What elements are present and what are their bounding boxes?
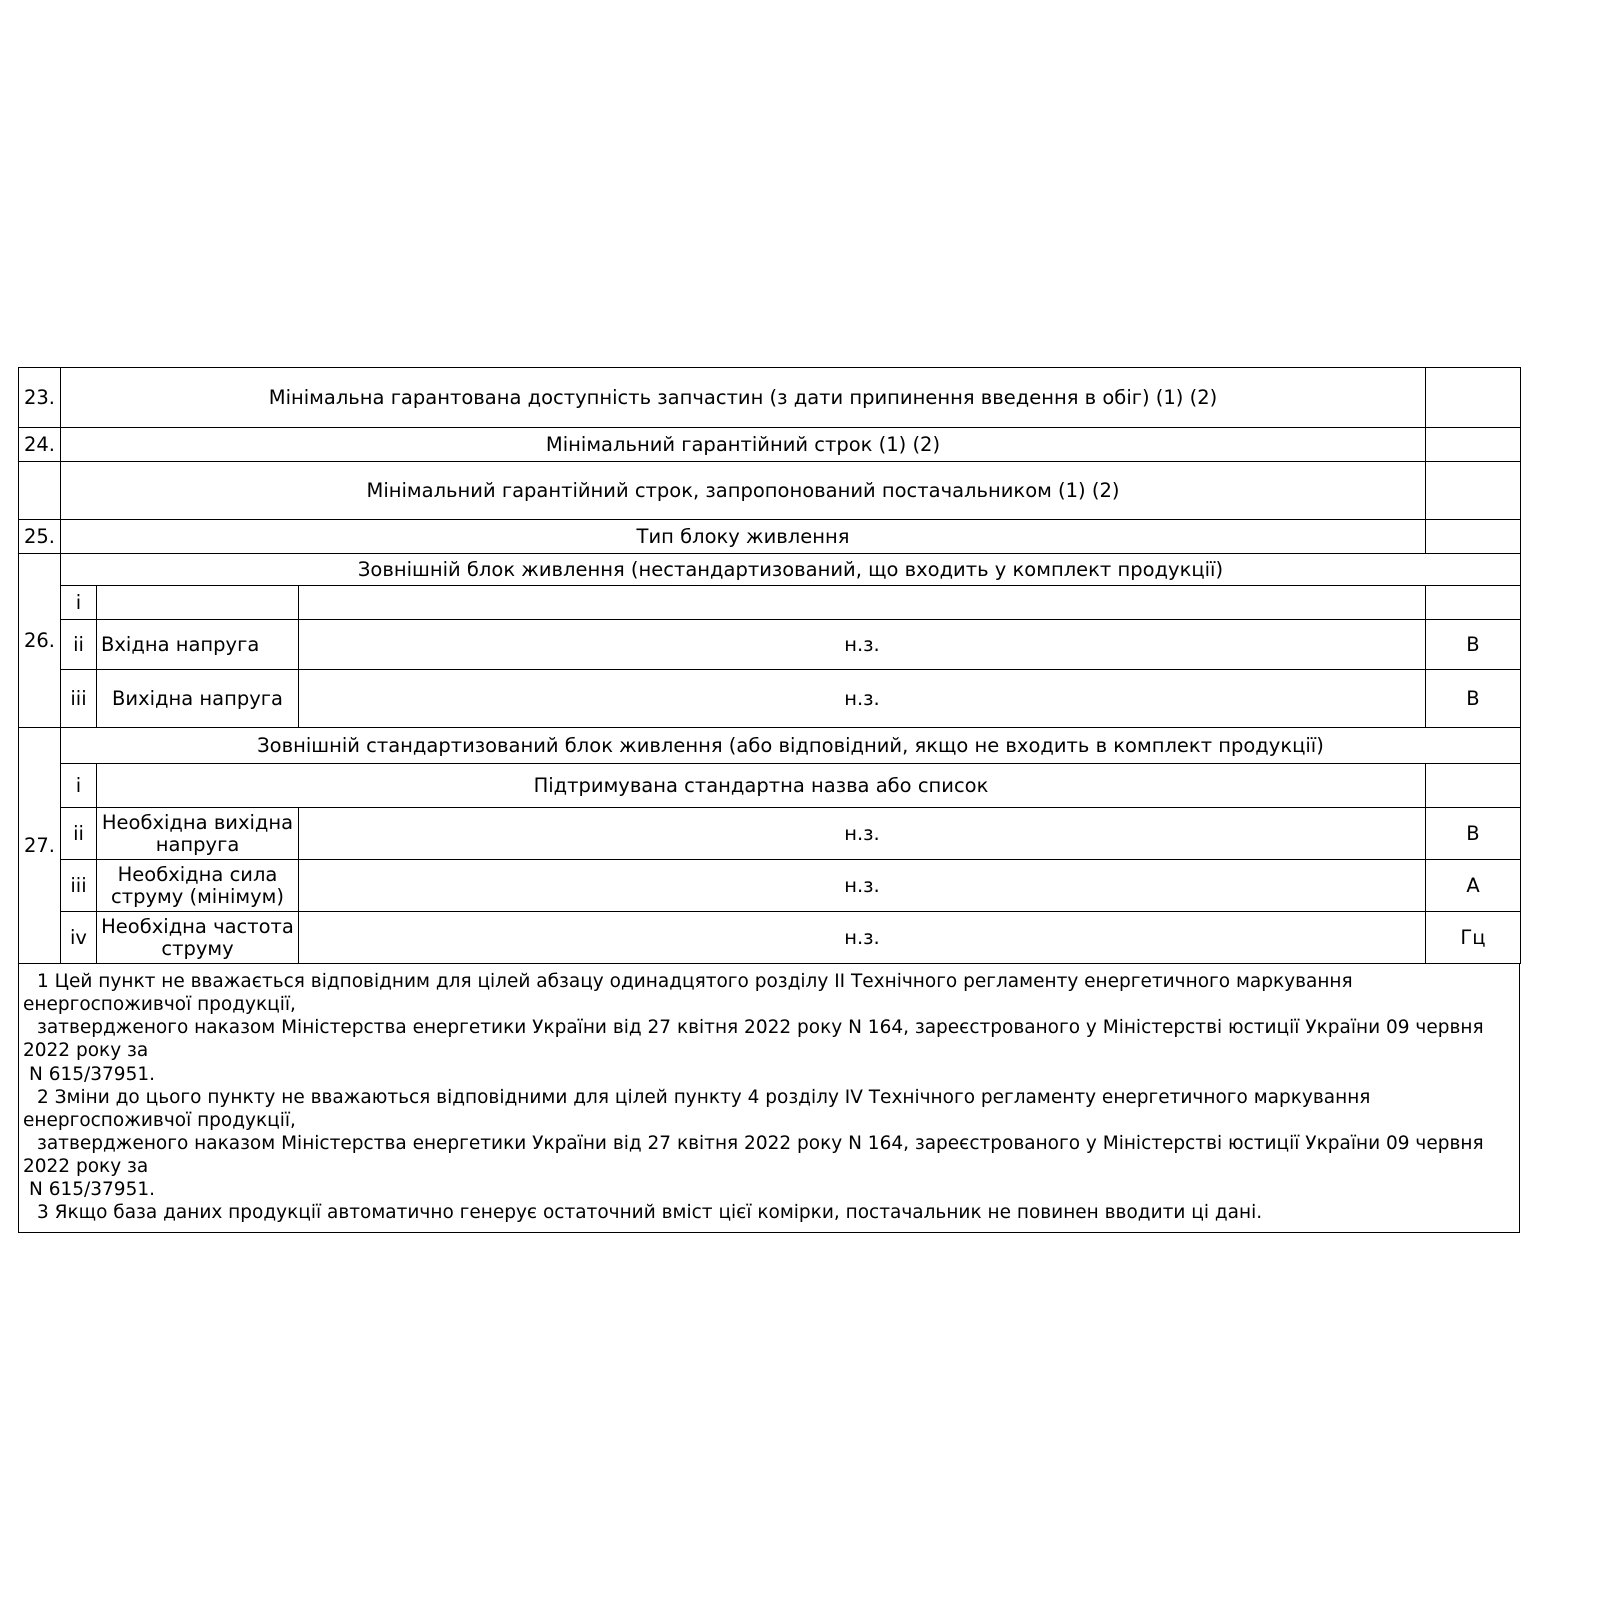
- section-27-row-i: [19, 764, 1521, 808]
- section-27-header: Зовнішній стандартизований блок живлення (або відповідний, якщо не входить в комплект продукції): [61, 728, 1521, 764]
- row-number-24: 24.: [19, 428, 61, 462]
- footnote-3-line-1: 3 Якщо база даних продукції автоматично генерує остаточний вміст цієї комірки, постачальник не повинен вводити ці дані.: [37, 1202, 1263, 1224]
- footnotes-block: [18, 964, 1520, 1233]
- section-26-header: Зовнішній блок живлення (нестандартизований, що входить у комплект продукції): [61, 554, 1521, 586]
- section-26-header-row: [19, 554, 1521, 586]
- row-label-24: Мінімальний гарантійний строк (1) (2): [61, 428, 1426, 462]
- table-row-24: [19, 428, 1521, 462]
- row-unit-25: [1426, 520, 1521, 554]
- subrow-unit-26-ii: В: [1426, 620, 1521, 670]
- subrow-label-27-i: Підтримувана стандартна назва або список: [97, 764, 1426, 808]
- spec-table-page: [18, 367, 1520, 1233]
- subrow-unit-26-i: [1426, 586, 1521, 620]
- subrow-value-27-iv: н.з.: [299, 912, 1426, 964]
- subrow-value-26-i: [299, 586, 1426, 620]
- row-unit-23: [1426, 368, 1521, 428]
- section-26-row-iii: [19, 670, 1521, 728]
- subrow-label-27-ii: Необхідна вихідна напруга: [97, 808, 299, 860]
- section-27-header-row: [19, 728, 1521, 764]
- subrow-unit-27-iii: А: [1426, 860, 1521, 912]
- subrow-roman-27-ii: ii: [61, 808, 97, 860]
- subrow-value-26-iii: н.з.: [299, 670, 1426, 728]
- row-unit-24: [1426, 428, 1521, 462]
- row-label-warranty-supplier: Мінімальний гарантійний строк, запропонований постачальником (1) (2): [61, 462, 1426, 520]
- section-26-row-i: [19, 586, 1521, 620]
- section-27-row-iii: [19, 860, 1521, 912]
- footnote-1-line-1: 1 Цей пункт не вважається відповідним для цілей абзацу одинадцятого розділу II Технічного регламенту енергетичного маркування енергоспоживчої продукції,: [23, 971, 1353, 1016]
- subrow-roman-27-iv: iv: [61, 912, 97, 964]
- subrow-value-27-ii: н.з.: [299, 808, 1426, 860]
- footnote-1-line-3: N 615/37951.: [29, 1063, 155, 1085]
- row-label-23: Мінімальна гарантована доступність запчастин (з дати припинення введення в обіг) (1) (2): [61, 368, 1426, 428]
- table-row-warranty-supplier: [19, 462, 1521, 520]
- row-number-warranty-supplier: [19, 462, 61, 520]
- table-row-23: [19, 368, 1521, 428]
- row-number-27: 27.: [19, 728, 61, 964]
- subrow-roman-27-iii: iii: [61, 860, 97, 912]
- subrow-label-26-i: [97, 586, 299, 620]
- row-unit-warranty-supplier: [1426, 462, 1521, 520]
- footnote-1-line-2: затвердженого наказом Міністерства енергетики України від 27 квітня 2022 року N 164, зареєстрованого у Міністерстві юстиції України 09 червня 2022 року за: [23, 1017, 1484, 1062]
- spec-grid: [18, 367, 1521, 964]
- subrow-unit-27-ii: В: [1426, 808, 1521, 860]
- subrow-roman-26-iii: iii: [61, 670, 97, 728]
- row-number-23: 23.: [19, 368, 61, 428]
- row-label-25: Тип блоку живлення: [61, 520, 1426, 554]
- subrow-unit-27-iv: Гц: [1426, 912, 1521, 964]
- subrow-label-26-ii: Вхідна напруга: [97, 620, 299, 670]
- subrow-roman-26-i: i: [61, 586, 97, 620]
- section-26-row-ii: [19, 620, 1521, 670]
- subrow-unit-27-i: [1426, 764, 1521, 808]
- footnote-2-line-3: N 615/37951.: [29, 1179, 155, 1201]
- section-27-row-ii: [19, 808, 1521, 860]
- subrow-value-27-iii: н.з.: [299, 860, 1426, 912]
- subrow-roman-27-i: i: [61, 764, 97, 808]
- row-number-26: 26.: [19, 554, 61, 728]
- row-number-25: 25.: [19, 520, 61, 554]
- footnote-2-line-1: 2 Зміни до цього пункту не вважаються відповідними для цілей пункту 4 розділу IV Технічного регламенту енергетичного маркування енергоспоживчої продукції,: [23, 1086, 1371, 1131]
- subrow-value-26-ii: н.з.: [299, 620, 1426, 670]
- table-row-25: [19, 520, 1521, 554]
- section-27-row-iv: [19, 912, 1521, 964]
- subrow-label-27-iv: Необхідна частота струму: [97, 912, 299, 964]
- subrow-unit-26-iii: В: [1426, 670, 1521, 728]
- subrow-label-27-iii: Необхідна сила струму (мінімум): [97, 860, 299, 912]
- footnote-2-line-2: затвердженого наказом Міністерства енергетики України від 27 квітня 2022 року N 164, зареєстрованого у Міністерстві юстиції України 09 червня 2022 року за: [23, 1132, 1484, 1177]
- subrow-label-26-iii: Вихідна напруга: [97, 670, 299, 728]
- subrow-roman-26-ii: ii: [61, 620, 97, 670]
